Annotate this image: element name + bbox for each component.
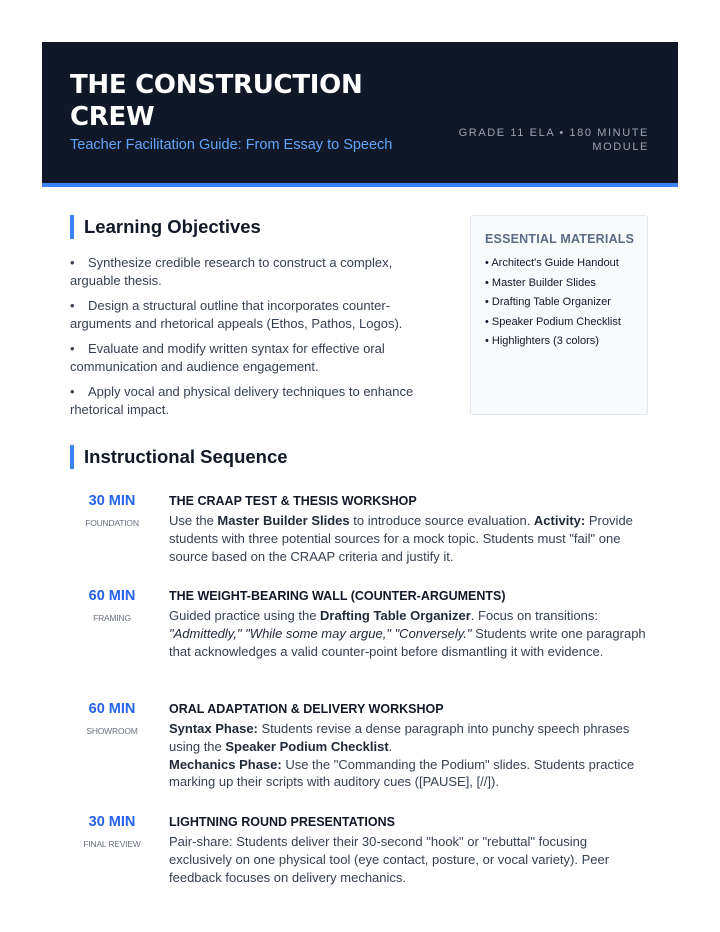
bullet-icon: • (70, 255, 75, 270)
sequence-title: THE CRAAP TEST & THESIS WORKSHOP (169, 494, 417, 508)
bullet-icon: • (70, 298, 75, 313)
sequence-body: Pair-share: Students deliver their 30-second "hook" or "rebuttal" focusing exclusively on one physical tool (eye contact, posture, or vocal variety). Peer feedback focuses on delivery mechanics. (169, 834, 610, 885)
bullet-icon: • (70, 384, 75, 399)
sequence-phase: FRAMING (93, 613, 131, 623)
sequence-time: 60 MIN (88, 701, 136, 717)
objective-item: • Apply vocal and physical delivery techniques to enhance rhetorical impact. (70, 384, 414, 417)
sequence-time: 30 MIN (88, 493, 136, 509)
header-banner (42, 42, 678, 187)
sequence-time: 60 MIN (88, 588, 136, 604)
page-subtitle: Teacher Facilitation Guide: From Essay to Speech (70, 137, 393, 153)
sequence-body: Use the Master Builder Slides to introduce source evaluation. Activity: Provide students with three potential sources for a mock topic. Students must "fail" one source based on the CRAAP criteria and justify it. (169, 513, 633, 564)
sequence-body: Syntax Phase: Students revise a dense paragraph into punchy speech phrases using the Speaker Podium Checklist. Mechanics Phase: Use the "Commanding the Podium" slides. Students practice marking up their scripts with auditory cues ([PAUSE], [//]). (169, 721, 635, 790)
objective-item: • Evaluate and modify written syntax for effective oral communication and audience engagement. (70, 341, 385, 374)
material-item: • Drafting Table Organizer (485, 296, 611, 308)
sequence-title: ORAL ADAPTATION & DELIVERY WORKSHOP (169, 702, 444, 716)
sequence-phase: SHOWROOM (86, 726, 138, 736)
sequence-time: 30 MIN (88, 814, 136, 830)
materials-list (485, 256, 621, 354)
material-item: • Architect's Guide Handout (485, 257, 619, 269)
sequence-title: THE WEIGHT-BEARING WALL (COUNTER-ARGUMENTS) (169, 589, 506, 603)
material-item: • Speaker Podium Checklist (485, 315, 621, 328)
materials-box (470, 215, 648, 415)
sequence-heading: Instructional Sequence (70, 445, 288, 469)
sequence-title: LIGHTNING ROUND PRESENTATIONS (169, 815, 395, 829)
objectives-heading: Learning Objectives (70, 215, 261, 239)
sequence-phase: FINAL REVIEW (83, 839, 141, 849)
objectives-list (70, 254, 435, 426)
materials-title: ESSENTIAL MATERIALS (485, 232, 635, 246)
sequence-body: Guided practice using the Drafting Table Organizer. Focus on transitions: "Admittedly," "While some may argue," "Conversely." Students write one paragraph that acknowledges a valid counter-point before dismantling it with evidence. (169, 608, 646, 659)
sequence-phase: FOUNDATION (85, 518, 139, 528)
objective-item: • Synthesize credible research to construct a complex, arguable thesis. (70, 255, 393, 288)
material-item: • Master Builder Slides (485, 276, 596, 289)
objective-item: • Design a structural outline that incorporates counter-arguments and rhetorical appeals (Ethos, Pathos, Logos). (70, 298, 403, 331)
bullet-icon: • (70, 341, 75, 356)
module-meta: GRADE 11 ELA • 180 MINUTE MODULE (458, 127, 649, 153)
material-item: • Highlighters (3 colors) (485, 335, 599, 347)
page-title: THE CONSTRUCTION CREW (70, 70, 363, 132)
